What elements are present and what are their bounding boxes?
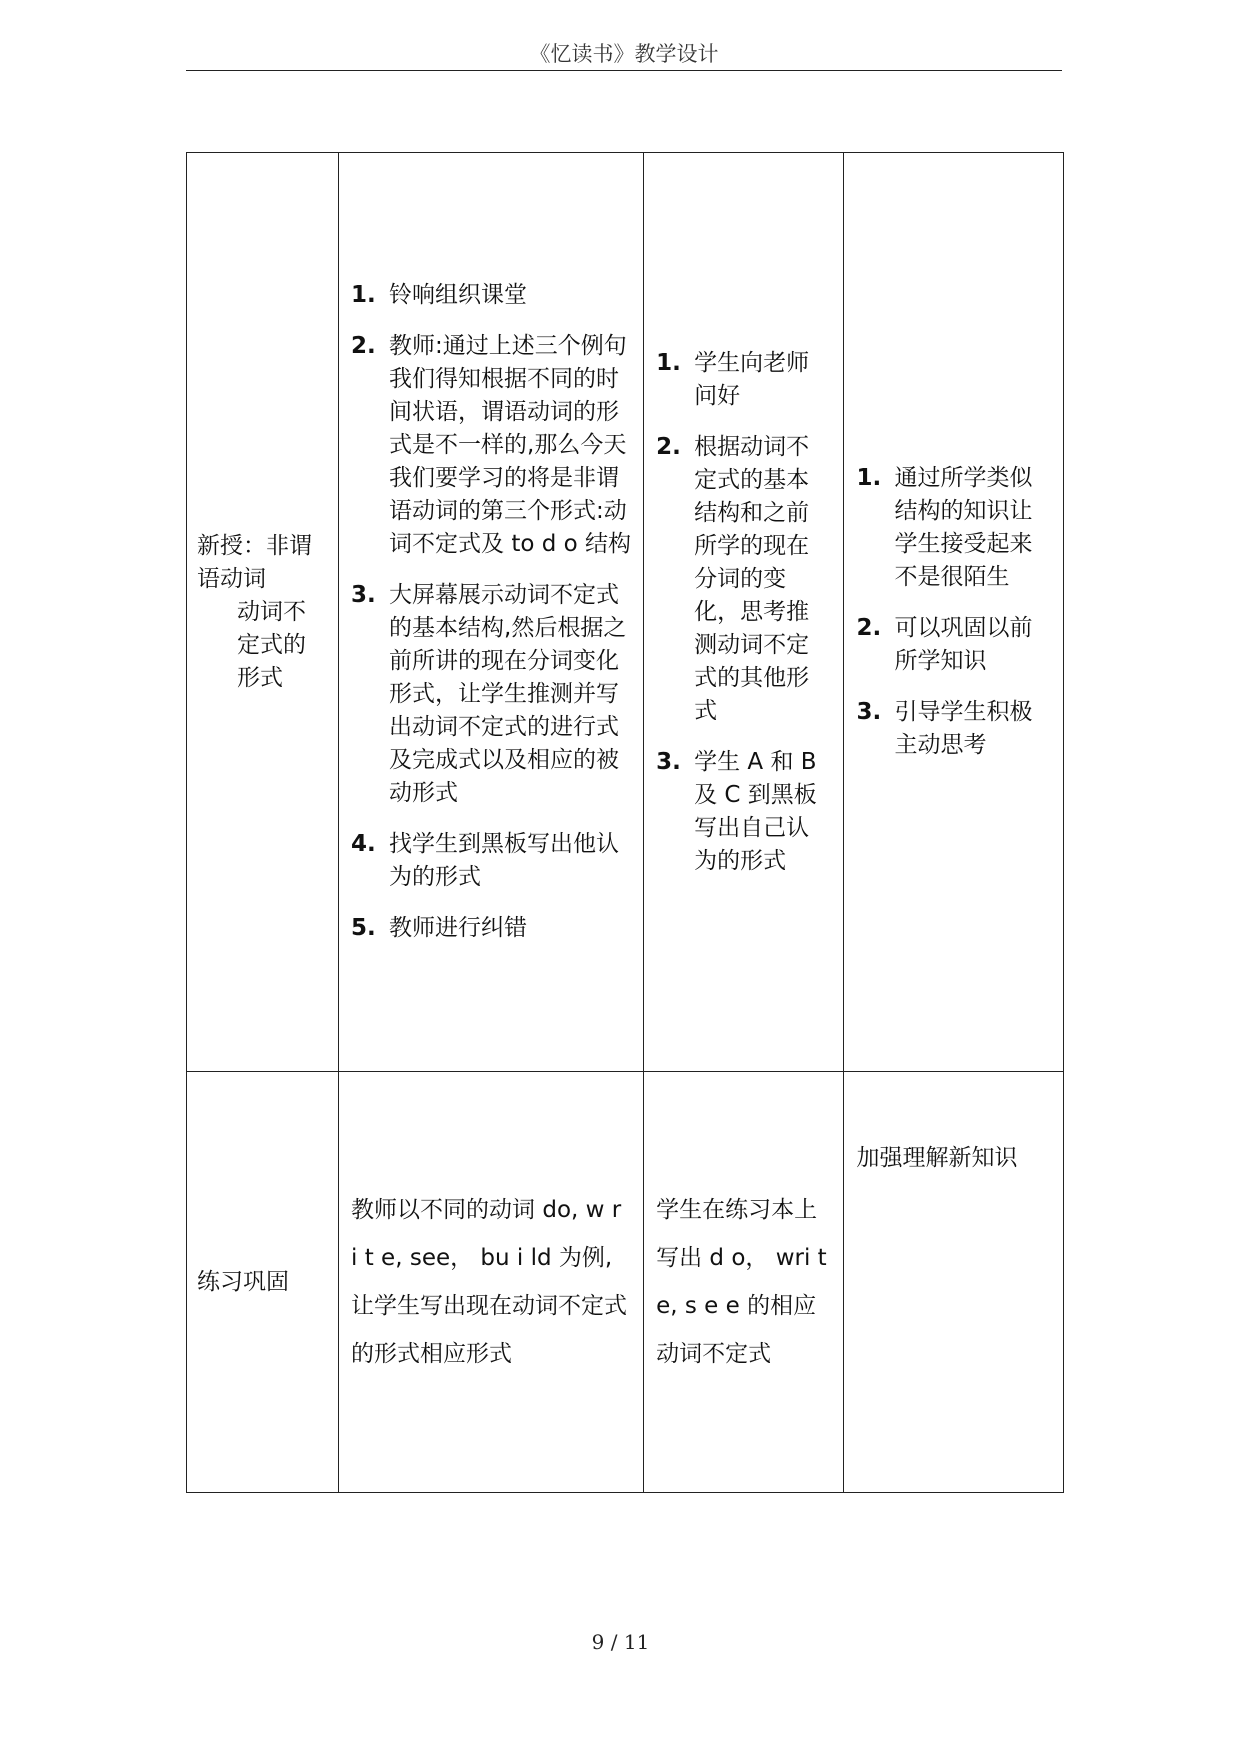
step-number: 4. <box>351 831 376 857</box>
stage-cell <box>187 1072 339 1493</box>
list-item <box>856 696 1051 762</box>
design-intent-text: 加强理解新知识 <box>856 1145 1018 1171</box>
step-text: 引导学生积极主动思考 <box>894 699 1033 758</box>
step-number: 2. <box>656 433 681 460</box>
step-text: 大屏幕展示动词不定式的基本结构,然后根据之前所讲的现在分词变化形式，让学生推测并写出动词不定式的进行式及完成式以及相应的被动形式 <box>389 582 627 806</box>
stage-name: 练习巩固 <box>197 1268 289 1295</box>
step-number: 1. <box>656 349 681 376</box>
stage-cell <box>187 153 339 1072</box>
step-text: 铃响组织课堂 <box>389 282 528 308</box>
student-steps-list <box>656 347 831 878</box>
intent-steps-list <box>856 462 1051 762</box>
table-row <box>187 153 1064 1072</box>
header-divider <box>186 70 1062 71</box>
step-text: 教师:通过上述三个例句我们得知根据不同的时间状语，谓语动词的形式是不一样的,那么今天我们要学习的将是非谓语动词的第三个形式:动词不定式及 to d o 结构 <box>389 333 632 557</box>
stage-name-line: 新授：非谓语动词 <box>197 532 312 592</box>
list-item <box>351 579 631 810</box>
step-number: 5. <box>351 915 376 941</box>
step-number: 3. <box>351 582 376 608</box>
teacher-activity-cell <box>339 1072 644 1493</box>
step-text: 可以巩固以前所学知识 <box>894 615 1033 674</box>
lesson-plan-table <box>186 152 1064 1493</box>
list-item <box>351 912 631 945</box>
teacher-steps-list <box>351 279 631 945</box>
page-number: 9 / 11 <box>591 1630 650 1654</box>
step-number: 3. <box>656 748 681 775</box>
step-text: 教师进行纠错 <box>389 915 528 941</box>
step-text: 通过所学类似结构的知识让学生接受起来不是很陌生 <box>894 465 1033 590</box>
step-text: 找学生到黑板写出他认为的形式 <box>389 831 620 890</box>
list-item <box>656 431 831 728</box>
design-intent-cell <box>844 153 1064 1072</box>
table-row <box>187 1072 1064 1493</box>
list-item <box>351 330 631 561</box>
step-number: 1. <box>856 465 882 491</box>
step-text: 学生 A 和 B 及 C 到黑板写出自己认为的形式 <box>694 748 817 874</box>
list-item <box>856 462 1051 594</box>
student-activity-cell <box>644 153 844 1072</box>
step-number: 2. <box>351 333 376 359</box>
teacher-activity-cell <box>339 153 644 1072</box>
step-number: 3. <box>856 699 882 725</box>
list-item <box>351 828 631 894</box>
student-activity-text: 学生在练习本上写出 d o， wri t e, s e e 的相应动词不定式 <box>656 1197 827 1367</box>
list-item <box>856 612 1051 678</box>
stage-name <box>187 530 338 695</box>
list-item <box>351 279 631 312</box>
list-item <box>656 347 831 413</box>
design-intent-cell <box>844 1072 1064 1493</box>
step-text: 根据动词不定式的基本结构和之前所学的现在分词的变化，思考推测动词不定式的其他形式 <box>694 433 810 724</box>
step-number: 1. <box>351 282 376 308</box>
teacher-activity-text: 教师以不同的动词 do, w r i t e, see， bu i ld 为例,让学生写出现在动词不定式的形式相应形式 <box>351 1197 628 1367</box>
stage-name-line: 动词不定式的形式 <box>237 598 306 691</box>
page-header-title: 《忆读书》教学设计 <box>529 42 719 66</box>
list-item <box>656 746 831 878</box>
student-activity-cell <box>644 1072 844 1493</box>
step-text: 学生向老师问好 <box>694 349 810 409</box>
step-number: 2. <box>856 615 882 641</box>
